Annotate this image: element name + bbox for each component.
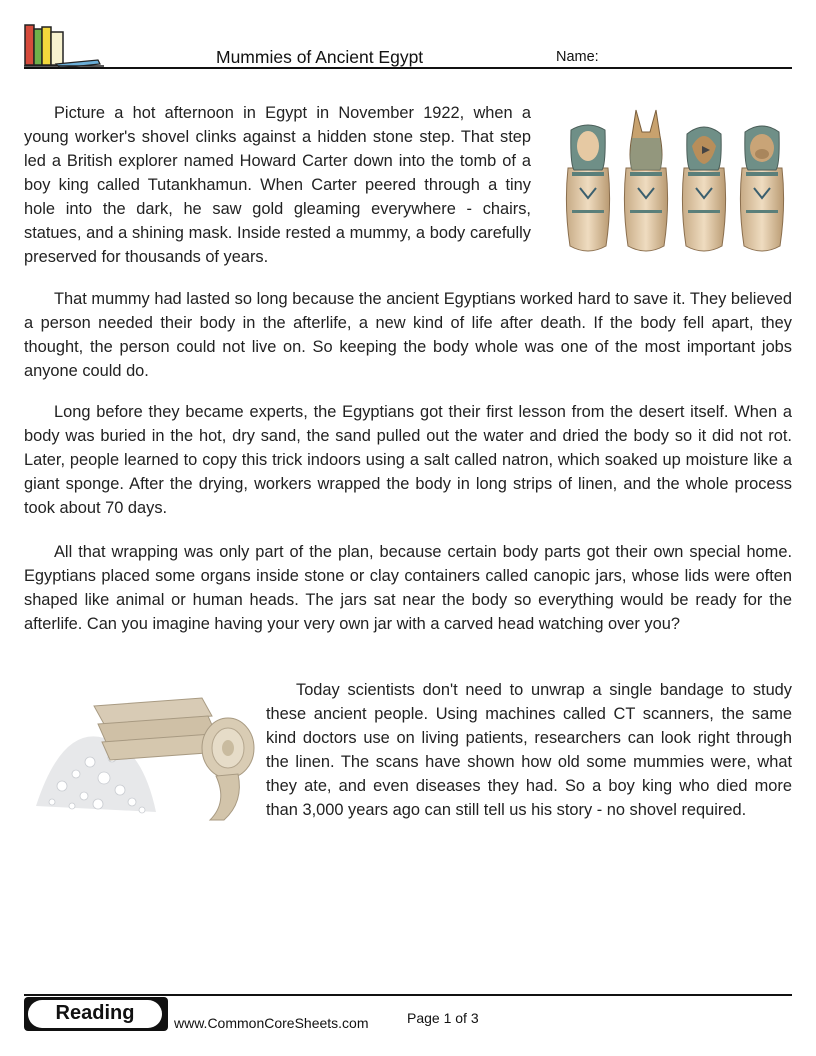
books-logo-icon: [24, 24, 104, 68]
footer-divider: [24, 994, 792, 996]
page-number: Page 1 of 3: [407, 1010, 479, 1026]
reading-label: Reading: [55, 1002, 135, 1024]
paragraph-2: That mummy had lasted so long because the ancient Egyptians worked hard to save it. They believed a person needed their body in the afterlife, a new kind of life after death. If the body fell apart, they thought, the person could not live on. So keeping the body whole was one of the most important jobs anyone could do.: [24, 290, 792, 380]
paragraph-5: Today scientists don't need to unwrap a single bandage to study these ancient people. Using machines called CT scanners, the same kind doctors use on living patients, researchers can look right through the linen. The scans have shown how old some mummies were, what they ate, and even diseases they had. So a boy king who died more than 3,000 years ago can still tell us his story - no shovel required.: [266, 681, 792, 819]
header-divider: [24, 67, 792, 69]
page-title: Mummies of Ancient Egypt: [216, 47, 424, 67]
paragraph-1: Picture a hot afternoon in Egypt in November 1922, when a young worker's shovel clinks against a hidden stone step. That step led a British explorer named Howard Carter down into the tomb of a boy king called Tutankhamun. When Carter peered through a tiny hole into the dark, he saw gold gleaming everywhere - chairs, statues, and a shining mask. Inside rested a mummy, a body carefully preserved for thousands of years.: [24, 104, 531, 266]
page-header: [24, 20, 792, 70]
page-footer: [24, 994, 792, 1034]
name-label: Name:: [556, 49, 599, 65]
site-url: www.CommonCoreSheets.com: [174, 1015, 369, 1031]
natron-and-linen-icon: [32, 686, 258, 822]
paragraph-4: All that wrapping was only part of the plan, because certain body parts got their own special home. Egyptians placed some organs inside stone or clay containers called canopic jars, whose lids were often shaped like animal or human heads. The jars sat near the body so everything would be ready for the afterlife. Can you imagine having your very own jar with a carved head watching over you?: [24, 543, 792, 633]
reading-badge: [24, 997, 168, 1031]
canopic-jars-icon: [560, 106, 792, 256]
paragraph-3: Long before they became experts, the Egyptians got their first lesson from the desert itself. When a body was buried in the hot, dry sand, the sand pulled out the water and dried the body so it did not rot. Later, people learned to copy this trick indoors using a salt called natron, which soaked up moisture like a giant sponge. After the drying, workers wrapped the body in long strips of linen, and the whole process took about 70 days.: [24, 403, 792, 517]
